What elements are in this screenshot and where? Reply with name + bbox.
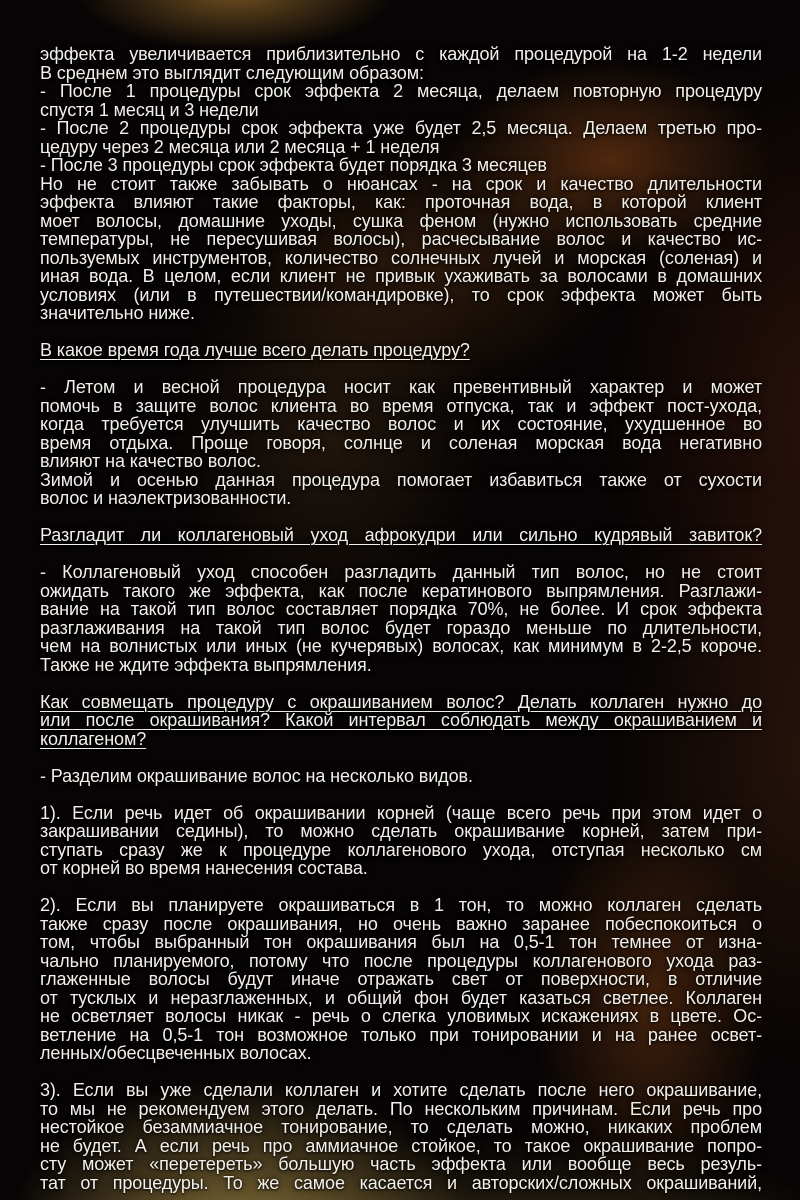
text-line: - Летом и весной процедура носит как превентивный характер и может: [40, 377, 762, 397]
text-line: не осветляет волосы никак - речь о слегка уловимых искажениях в цвете. Ос-: [40, 1006, 762, 1026]
text-line: Но не стоит также забывать о нюансах - на срок и качество длительности: [40, 173, 762, 194]
text-line: Также не ждите эффекта выпрямления.: [40, 654, 372, 675]
text-line: волос и наэлектризованности.: [40, 488, 292, 508]
paragraph: [40, 378, 762, 508]
section-heading: [40, 693, 762, 749]
text-line: - Разделим окрашивание волос на несколько видов.: [40, 765, 473, 786]
heading-line: Разгладит ли коллагеновый уход афрокудри или сильно кудрявый завиток?: [40, 525, 762, 545]
text-line: когда требуется улучшить качество волос и их состояние, ухудшенное во: [40, 414, 762, 434]
paragraph: [40, 45, 762, 323]
text-line: вание на такой тип волос составляет порядка 70%, не более. И срок эффекта: [40, 599, 762, 619]
text-line: сту может «перетереть» большую часть эффекта или вообще весь резуль-: [40, 1154, 762, 1174]
text-line: температуры, не пересушивая волосы), расчесывание волос и качество ис-: [40, 229, 762, 249]
text-line: - После 2 процедуры срок эффекта уже будет 2,5 месяца. Делаем третью про-: [40, 118, 762, 138]
text-line: от тусклых и неразглаженных, и общий фон будет казаться светлее. Коллаген: [40, 987, 762, 1008]
text-line: 3). Если вы уже сделали коллаген и хотите сделать после него окрашивание,: [40, 1080, 762, 1100]
paragraph: [40, 1081, 762, 1192]
text-line: нестойкое безаммиачное тонирование, то сделать можно, никаких проблем: [40, 1117, 762, 1137]
text-line: значительно ниже.: [40, 303, 195, 323]
text-line: ветление на 0,5-1 тон возможное только при тонировании и на ранее освет-: [40, 1024, 762, 1045]
text-line: ожидать такого же эффекта, как после кератинового выпрямления. Разглажи-: [40, 580, 762, 601]
text-line: условиях (или в путешествии/командировке), то срок эффекта может быть: [40, 284, 762, 305]
text-line: время отдыха. Проще говоря, солнце и соленая морская вода негативно: [40, 432, 762, 453]
text-line: чально планируемого, потому что после процедуры коллагенового ухода раз-: [40, 950, 762, 971]
text-line: - После 3 процедуры срок эффекта будет порядка 3 месяцев: [40, 155, 547, 175]
heading-line: или после окрашивания? Какой интервал соблюдать между окрашиванием и: [40, 710, 762, 730]
heading-line: коллагеном?: [40, 728, 147, 749]
text-line: не будет. А если речь про аммиачное стойкое, то такое окрашивание попро-: [40, 1135, 762, 1156]
text-line: разглаживания на такой тип волос будет гораздо меньше по длительности,: [40, 617, 762, 638]
section-heading: [40, 526, 762, 545]
text-line: Зимой и осенью данная процедура помогает избавиться также от сухости: [40, 469, 762, 490]
text-line: иная вода. В целом, если клиент не привык ухаживать за волосами в домашних: [40, 266, 762, 286]
text-line: ленных/обесцвеченных волосах.: [40, 1043, 312, 1063]
text-line: эффекта увеличивается приблизительно с каждой процедурой на 1-2 недели: [40, 44, 762, 64]
text-line: чем на волнистых или иных (не кучерявых) волосах, как минимум в 2-2,5 короче.: [40, 636, 762, 656]
text-line: также сразу после окрашивания, но очень важно заранее побеспокоиться о: [40, 913, 762, 934]
paragraph: [40, 563, 762, 674]
section-heading: [40, 341, 762, 360]
text-line: том, чтобы выбранный тон окрашивания был на 0,5-1 тон темнее от изна-: [40, 932, 762, 952]
text-line: 1). Если речь идет об окрашивании корней (чаще всего речь при этом идет о: [40, 802, 762, 823]
text-line: ступать сразу же к процедуре коллагенового ухода, отступая несколько см: [40, 839, 762, 860]
text-line: от корней во время нанесения состава.: [40, 858, 368, 878]
heading-line: Как совмещать процедуру с окрашиванием волос? Делать коллаген нужно до: [40, 691, 762, 712]
text-line: помочь в защите волос клиента во время отпуска, так и эффект пост-ухода,: [40, 395, 762, 416]
text-line: - Коллагеновый уход способен разгладить данный тип волос, но не стоит: [40, 562, 762, 582]
paragraph: [40, 896, 762, 1063]
paragraph: [40, 767, 762, 786]
text-line: спустя 1 месяц и 3 недели: [40, 99, 259, 120]
text-line: тат от процедуры. То же самое касается и авторских/сложных окрашиваний,: [40, 1172, 762, 1193]
text-line: моет волосы, домашние уходы, сушка феном (нужно использовать средние: [40, 210, 762, 231]
text-line: - После 1 процедуры срок эффекта 2 месяца, делаем повторную процедуру: [40, 81, 762, 101]
text-line: 2). Если вы планируете окрашиваться в 1 тон, то можно коллаген сделать: [40, 895, 762, 915]
heading-line: В какое время года лучше всего делать процедуру?: [40, 340, 470, 360]
text-line: глаженные волосы будут иначе отражать свет от поверхности, в отличие: [40, 969, 762, 989]
text-line: В среднем это выглядит следующим образом:: [40, 62, 424, 83]
paragraph: [40, 804, 762, 878]
text-line: то мы не рекомендуем этого делать. По нескольким причинам. Если речь про: [40, 1098, 762, 1119]
text-line: пользуемых инструментов, количество солнечных лучей и морская (соленая) и: [40, 247, 762, 268]
text-line: влияют на качество волос.: [40, 451, 261, 471]
article-text: [40, 45, 762, 1192]
text-line: закрашивании седины), то можно сделать окрашивание корней, затем при-: [40, 821, 762, 841]
text-line: цедуру через 2 месяца или 2 месяца + 1 неделя: [40, 136, 440, 157]
text-line: эффекта влияют такие факторы, как: проточная вода, в которой клиент: [40, 192, 762, 212]
